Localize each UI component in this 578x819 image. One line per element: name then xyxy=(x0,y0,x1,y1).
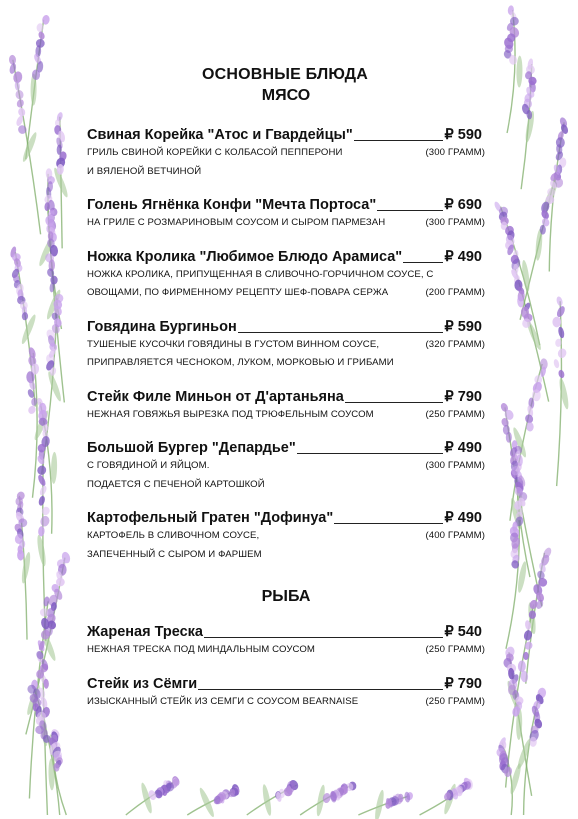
menu-item xyxy=(87,675,485,712)
dish-price: ₽ 790 xyxy=(444,675,482,692)
dotted-leader xyxy=(198,689,442,690)
dish-description: НЕЖНАЯ ТРЕСКА ПОД МИНДАЛЬНЫМ СОУСОМ xyxy=(87,644,315,655)
menu-item xyxy=(87,623,485,660)
dish-price: ₽ 690 xyxy=(444,197,482,213)
dish-name: Голень Ягнёнка Конфи "Мечта Портоса" xyxy=(87,197,377,213)
menu-item xyxy=(87,318,485,373)
dish-weight: (250 ГРАММ) xyxy=(425,644,485,655)
dish-description-line2: ОВОЩАМИ, ПО ФИРМЕННОМУ РЕЦЕПТУ ШЕФ-ПОВАРА СЕРЖА xyxy=(87,287,389,298)
dish-name: Стейк из Сёмги xyxy=(87,675,198,692)
dish-name: Жареная Треска xyxy=(87,624,203,640)
dish-weight: (300 ГРАММ) xyxy=(425,147,485,158)
lavender-bud xyxy=(557,326,565,339)
lavender-bud xyxy=(17,107,26,117)
dotted-leader xyxy=(238,332,443,333)
dish-description: КАРТОФЕЛЬ В СЛИВОЧНОМ СОУСЕ, xyxy=(87,530,260,541)
meat-section-heading: МЯСО xyxy=(261,87,311,104)
menu-item xyxy=(87,126,485,181)
dish-price: ₽ 540 xyxy=(444,624,482,640)
lavender-bud xyxy=(529,611,536,619)
dish-price: ₽ 490 xyxy=(444,440,482,456)
leaf xyxy=(36,534,48,567)
lavender-bud xyxy=(37,474,47,487)
meat-items-list xyxy=(87,126,485,564)
dish-price: ₽ 490 xyxy=(444,510,482,526)
lavender-bud xyxy=(40,505,51,516)
dish-description: НОЖКА КРОЛИКА, ПРИПУЩЕННАЯ В СЛИВОЧНО-ГОРЧИЧНОМ СОУСЕ, С xyxy=(87,268,434,280)
dish-price: ₽ 590 xyxy=(444,318,482,335)
dish-description-line2: И ВЯЛЕНОЙ ВЕТЧИНОЙ xyxy=(87,165,202,177)
menu-item xyxy=(87,439,485,494)
dish-description: НА ГРИЛЕ С РОЗМАРИНОВЫМ СОУСОМ И СЫРОМ ПАРМЕЗАН xyxy=(87,217,386,228)
leaf xyxy=(261,784,273,817)
dotted-leader xyxy=(354,140,443,141)
dish-weight: (400 ГРАММ) xyxy=(425,530,485,541)
lavender-bud xyxy=(39,515,50,528)
lavender-bud xyxy=(518,661,526,672)
lavender-bud xyxy=(38,495,46,506)
lavender-bud xyxy=(552,317,561,328)
dish-name: Большой Бургер "Депардье" xyxy=(87,440,296,456)
dish-weight: (300 ГРАММ) xyxy=(425,460,485,471)
fish-items-list xyxy=(87,623,485,711)
dotted-leader xyxy=(204,637,443,638)
lavender-bud xyxy=(14,81,20,91)
lavender-bud xyxy=(35,650,45,661)
fish-section-heading: РЫБА xyxy=(261,588,311,605)
lavender-bud xyxy=(15,90,24,100)
dish-description: ТУШЕНЫЕ КУСОЧКИ ГОВЯДИНЫ В ГУСТОМ ВИННОМ СОУСЕ, xyxy=(87,338,380,350)
dotted-leader xyxy=(345,402,443,403)
dish-description: ГРИЛЬ СВИНОЙ КОРЕЙКИ С КОЛБАСОЙ ПЕППЕРОНИ xyxy=(87,147,343,158)
leaf xyxy=(51,452,58,484)
leaf xyxy=(558,377,570,410)
lavender-bud xyxy=(529,737,536,747)
lavender-bud xyxy=(555,305,566,318)
menu-content xyxy=(87,64,485,711)
dish-description-line2: ПОДАЕТСЯ С ПЕЧЕНОЙ КАРТОШКОЙ xyxy=(87,478,265,490)
lavender-bud xyxy=(9,55,17,65)
leaf xyxy=(46,370,63,402)
menu-item xyxy=(87,196,485,233)
dish-description: ИЗЫСКАННЫЙ СТЕЙК ИЗ СЕМГИ С СОУСОМ BEARNAISE xyxy=(87,695,359,707)
dish-weight-line2: (200 ГРАММ) xyxy=(425,287,485,298)
dish-weight: (320 ГРАММ) xyxy=(425,338,485,350)
dish-name: Свиная Корейка "Атос и Гвардейцы" xyxy=(87,127,353,143)
lavender-bud xyxy=(506,432,512,443)
dotted-leader xyxy=(334,523,442,524)
lavender-bud xyxy=(16,98,25,108)
leaf xyxy=(516,56,523,88)
lavender-bud xyxy=(37,31,45,41)
dotted-leader xyxy=(297,453,443,454)
lavender-bud xyxy=(553,359,560,369)
dish-weight: (250 ГРАММ) xyxy=(425,408,485,420)
dish-name: Стейк Филе Миньон от Д'артаньяна xyxy=(87,388,344,405)
menu-item xyxy=(87,388,485,425)
dish-price: ₽ 790 xyxy=(444,388,482,405)
lavender-bud xyxy=(558,369,566,379)
menu-item xyxy=(87,248,485,303)
dish-description-line2: ЗАПЕЧЕННЫЙ С СЫРОМ И ФАРШЕМ xyxy=(87,548,262,560)
leaf xyxy=(198,787,217,819)
dish-name: Ножка Кролика "Любимое Блюдо Арамиса" xyxy=(87,248,403,265)
dish-name: Говядина Бургиньон xyxy=(87,318,237,335)
dish-price: ₽ 590 xyxy=(444,127,482,143)
lavender-bud xyxy=(556,296,564,307)
dish-weight: (300 ГРАММ) xyxy=(425,217,485,228)
dish-name: Картофельный Гратен "Дофинуа" xyxy=(87,510,334,526)
lavender-bud xyxy=(39,485,48,497)
dish-description: НЕЖНАЯ ГОВЯЖЬЯ ВЫРЕЗКА ПОД ТРЮФЕЛЬНЫМ СОУСОМ xyxy=(87,408,374,420)
dish-price: ₽ 490 xyxy=(444,248,482,265)
main-dishes-heading: ОСНОВНЫЕ БЛЮДА xyxy=(201,66,369,83)
lavender-bud xyxy=(557,347,568,359)
dotted-leader xyxy=(403,262,442,263)
dish-description-line2: ПРИПРАВЛЯЕТСЯ ЧЕСНОКОМ, ЛУКОМ, МОРКОВЬЮ И ГРИБАМИ xyxy=(87,357,394,368)
menu-item xyxy=(87,509,485,564)
dish-weight: (250 ГРАММ) xyxy=(425,695,485,707)
dish-description: С ГОВЯДИНОЙ И ЯЙЦОМ. xyxy=(87,460,210,471)
lavender-bud xyxy=(36,464,48,476)
dotted-leader xyxy=(377,210,442,211)
